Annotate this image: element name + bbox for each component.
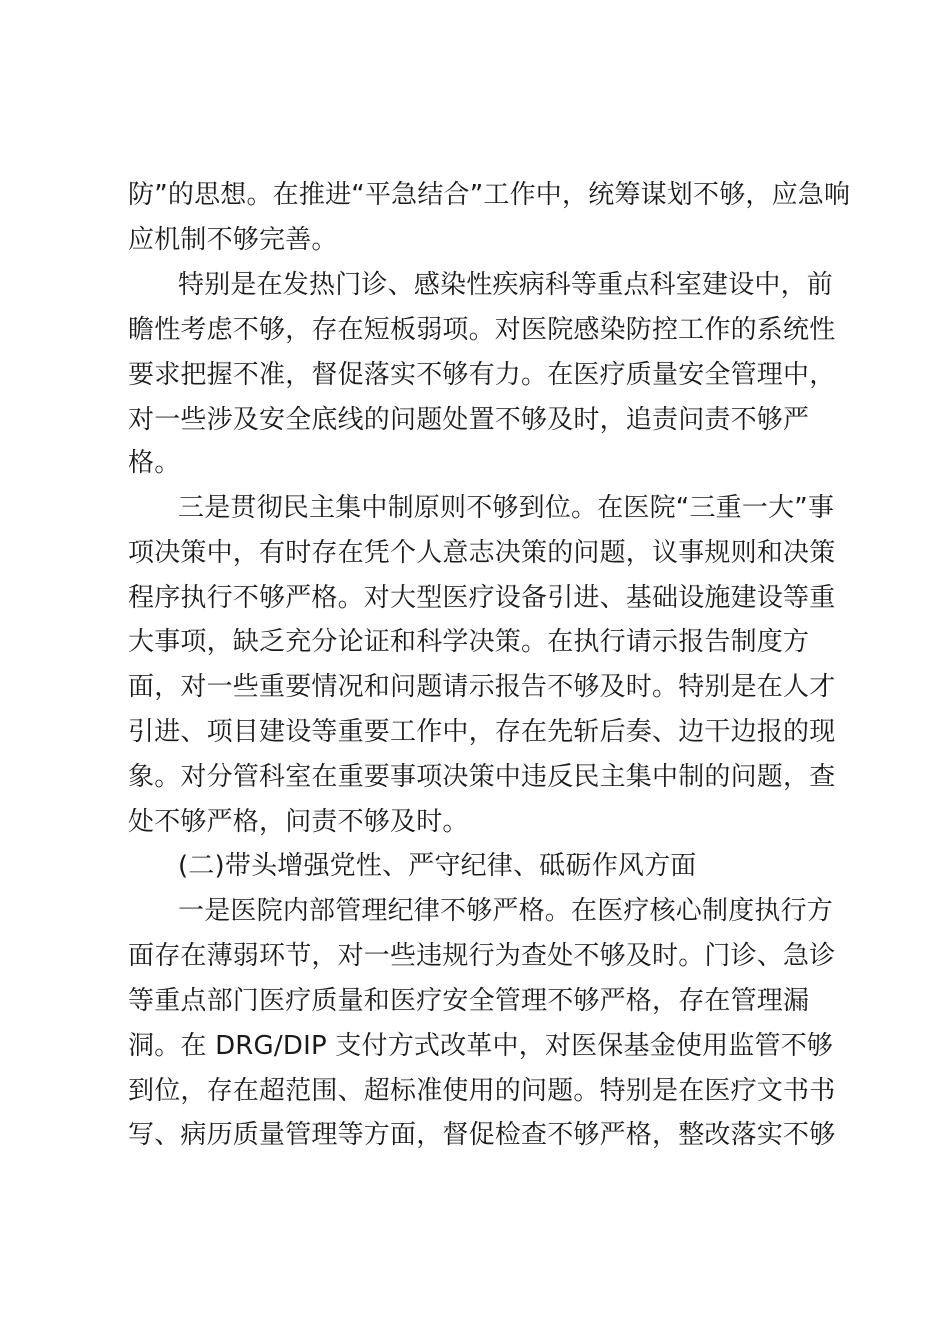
text-line: 格。 bbox=[128, 448, 181, 478]
text-line: 瞻性考虑不够，存在短板弱项。对医院感染防控工作的系统性 bbox=[128, 315, 836, 345]
text-line: 写、病历质量管理等方面，督促检查不够严格，整改落实不够 bbox=[128, 1120, 836, 1150]
text-line: 大事项，缺乏充分论证和科学决策。在执行请示报告制度方 bbox=[128, 627, 810, 657]
text-line: 应机制不够完善。 bbox=[128, 225, 338, 255]
text-line: 象。对分管科室在重要事项决策中违反民主集中制的问题，查 bbox=[128, 762, 836, 792]
paragraph-first-line: 三是贯彻民主集中制原则不够到位。在医院“三重一大”事 bbox=[178, 493, 835, 523]
text-line: 要求把握不准，督促落实不够有力。在医疗质量安全管理中， bbox=[128, 360, 836, 390]
text-line: 防”的思想。在推进“平急结合”工作中，统筹谋划不够，应急响 bbox=[128, 180, 851, 210]
text-line: 面，对一些重要情况和问题请示报告不够及时。特别是在人才 bbox=[128, 672, 836, 702]
text-line: 到位，存在超范围、超标准使用的问题。特别是在医疗文书书 bbox=[128, 1076, 836, 1106]
section-heading: (二)带头增强党性、严守纪律、砥砺作风方面 bbox=[178, 851, 697, 881]
paragraph-first-line: 特别是在发热门诊、感染性疾病科等重点科室建设中，前 bbox=[178, 270, 834, 300]
text-line: 处不够严格，问责不够及时。 bbox=[128, 807, 469, 837]
text-line: 引进、项目建设等重要工作中，存在先斩后奏、边干边报的现 bbox=[128, 717, 836, 747]
text-line: 等重点部门医疗质量和医疗安全管理不够严格，存在管理漏 bbox=[128, 986, 810, 1016]
text-line: 程序执行不够严格。对大型医疗设备引进、基础设施建设等重 bbox=[128, 583, 836, 613]
text-line: 项决策中，有时存在凭个人意志决策的问题，议事规则和决策 bbox=[128, 538, 836, 568]
text-line: 洞。在 DRG/DIP 支付方式改革中，对医保基金使用监管不够 bbox=[128, 1031, 834, 1061]
text-line: 面存在薄弱环节，对一些违规行为查处不够及时。门诊、急诊 bbox=[128, 941, 836, 971]
paragraph-first-line: 一是医院内部管理纪律不够严格。在医疗核心制度执行方 bbox=[178, 896, 834, 926]
text-line: 对一些涉及安全底线的问题处置不够及时，追责问责不够严 bbox=[128, 405, 810, 435]
